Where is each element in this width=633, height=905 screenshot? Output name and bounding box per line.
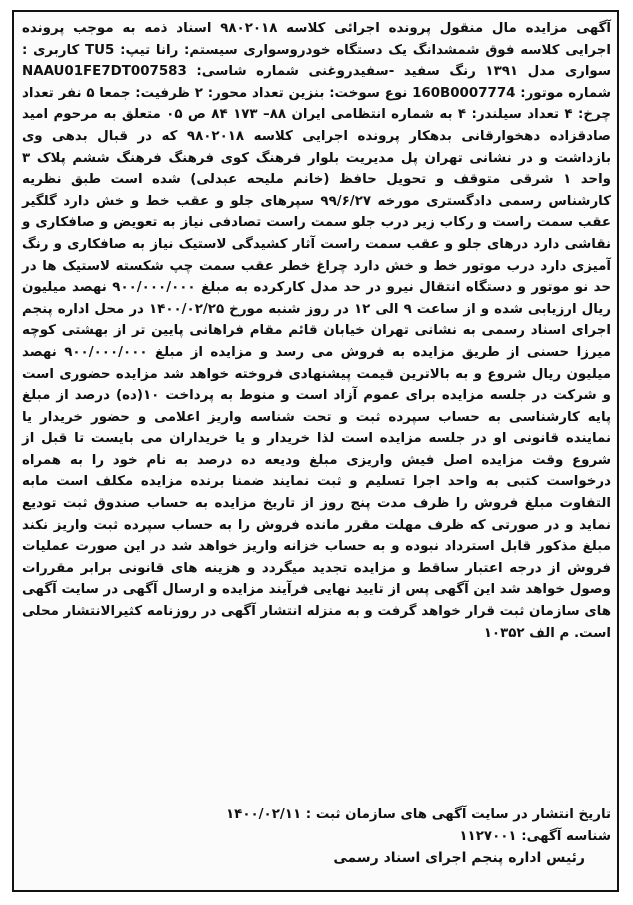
notice-body — [22, 18, 611, 644]
notice-id-line: شناسه آگهی: ۱۱۲۷۰۰۱ — [459, 829, 611, 844]
publish-date-line: تاریخ انتشار در سایت آگهی های سازمان ثبت : ۱۴۰۰/۰۲/۱۱ — [225, 807, 611, 822]
signature-line: رئیس اداره پنجم اجرای اسناد رسمی — [333, 850, 585, 866]
notice-body-text: آگهی مزایده مال منقول پرونده اجرائی کلاسه ۹۸۰۲۰۱۸ اسناد ذمه به موجب پرونده اجرایی کلاسه فوق شمشدانگ یک دستگاه خودروسواری سیستم: رانا تیپ: TU5 کاربری : سواری مدل ۱۳۹۱ رنگ سفید -سفیدروغنی شماره شاسی: NAAU01FE7DT007583 شماره موتور: 160B0007774 نوع سوخت: بنزین تعداد محور: ۲ ظرفیت: جمعا ۵ نفر تعداد چرخ: ۴ تعداد سیلندر: ۴ به شماره انتظامی ایران ۸۸– ۱۷۳ ۸۴ ص ۰۵ متعلق به مرحوم امید صادقزاده دهخوارقانی بدهکار پرونده اجرایی کلاسه ۹۸۰۲۰۱۸ که در قبال بدهی وی بازداشت و در نشانی تهران پل مدیریت بلوار فرهنگ کوی فرهنگ فرهنگ ششم پلاک ۳ واحد ۱ شرقی متوقف و تحویل حافظ (خانم ملیحه عبدلی) شده است طبق نظریه کارشناس رسمی دادگستری مورخه ۹۹/۶/۲۷ سپرهای جلو و عقب خط و خش دارد گلگیر عقب سمت راست و رکاب زیر درب جلو سمت راست تصادفی نیاز به تعویض و صافکاری و نقاشی دارد درهای جلو و عقب سمت راست آثار کشیدگی لاستیک نیاز به صافکاری و رنگ آمیزی دارد درب موتور خط و خش دارد چراغ خطر عقب سمت چپ شکسته لاستیک ها در حد نو موتور و دستگاه انتقال نیرو در حد مدل کارکرده به مبلغ ۹۰۰/۰۰۰/۰۰۰ نهصد میلیون ریال ارزیابی شده و از ساعت ۹ الی ۱۲ در روز شنبه مورخ ۱۴۰۰/۰۲/۲۵ در محل اداره پنجم اجرای اسناد رسمی به نشانی تهران خیابان قائم مقام فراهانی پایین تر از بهشتی کوچه میرزا حسنی از طریق مزایده به فروش می رسد و مزایده از مبلغ ۹۰۰/۰۰۰/۰۰۰ نهصد میلیون ریال شروع و به بالاترین قیمت پیشنهادی فروخته خواهد شد مزایده حضوری است و شرکت در جلسه مزایده برای عموم آزاد است و منوط به پرداخت ۱۰(ده) درصد از مبلغ پایه کارشناسی به حساب سپرده ثبت و تحت شناسه واریز اعلامی و حضور خریدار یا نماینده قانونی او در جلسه مزایده است لذا خریدار و یا خریداران می بایست تا قبل از شروع وقت مزایده اصل فیش واریزی مبلغ ودیعه ده درصد به نام خود را به همراه درخواست کتبی به واحد اجرا تسلیم و ثبت نمایند ضمنا برنده مزایده مکلف است مابه التفاوت مبلغ فروش را ظرف مدت پنج روز از تاریخ مزایده به حساب صندوق ثبت تودیع نماید و در صورتی که ظرف مهلت مقرر مانده فروش را به حساب سپرده ثبت واریز نکند مبلغ مذکور قابل استرداد نبوده و به حساب خزانه واریز خواهد شد در این صورت عملیات فروش از درجه اعتبار ساقط و مزایده تجدید میگردد و هزینه های قانونی برابر مقررات وصول خواهد شد این آگهی پس از تایید نهایی فرآیند مزایده و ارسال آگهی در سایت آگهی های سازمان ثبت قرار خواهد گرفت و به منزله انتشار آگهی در روزنامه کثیرالانتشار محلی است. م الف ۱۰۳۵۲ — [22, 21, 611, 641]
